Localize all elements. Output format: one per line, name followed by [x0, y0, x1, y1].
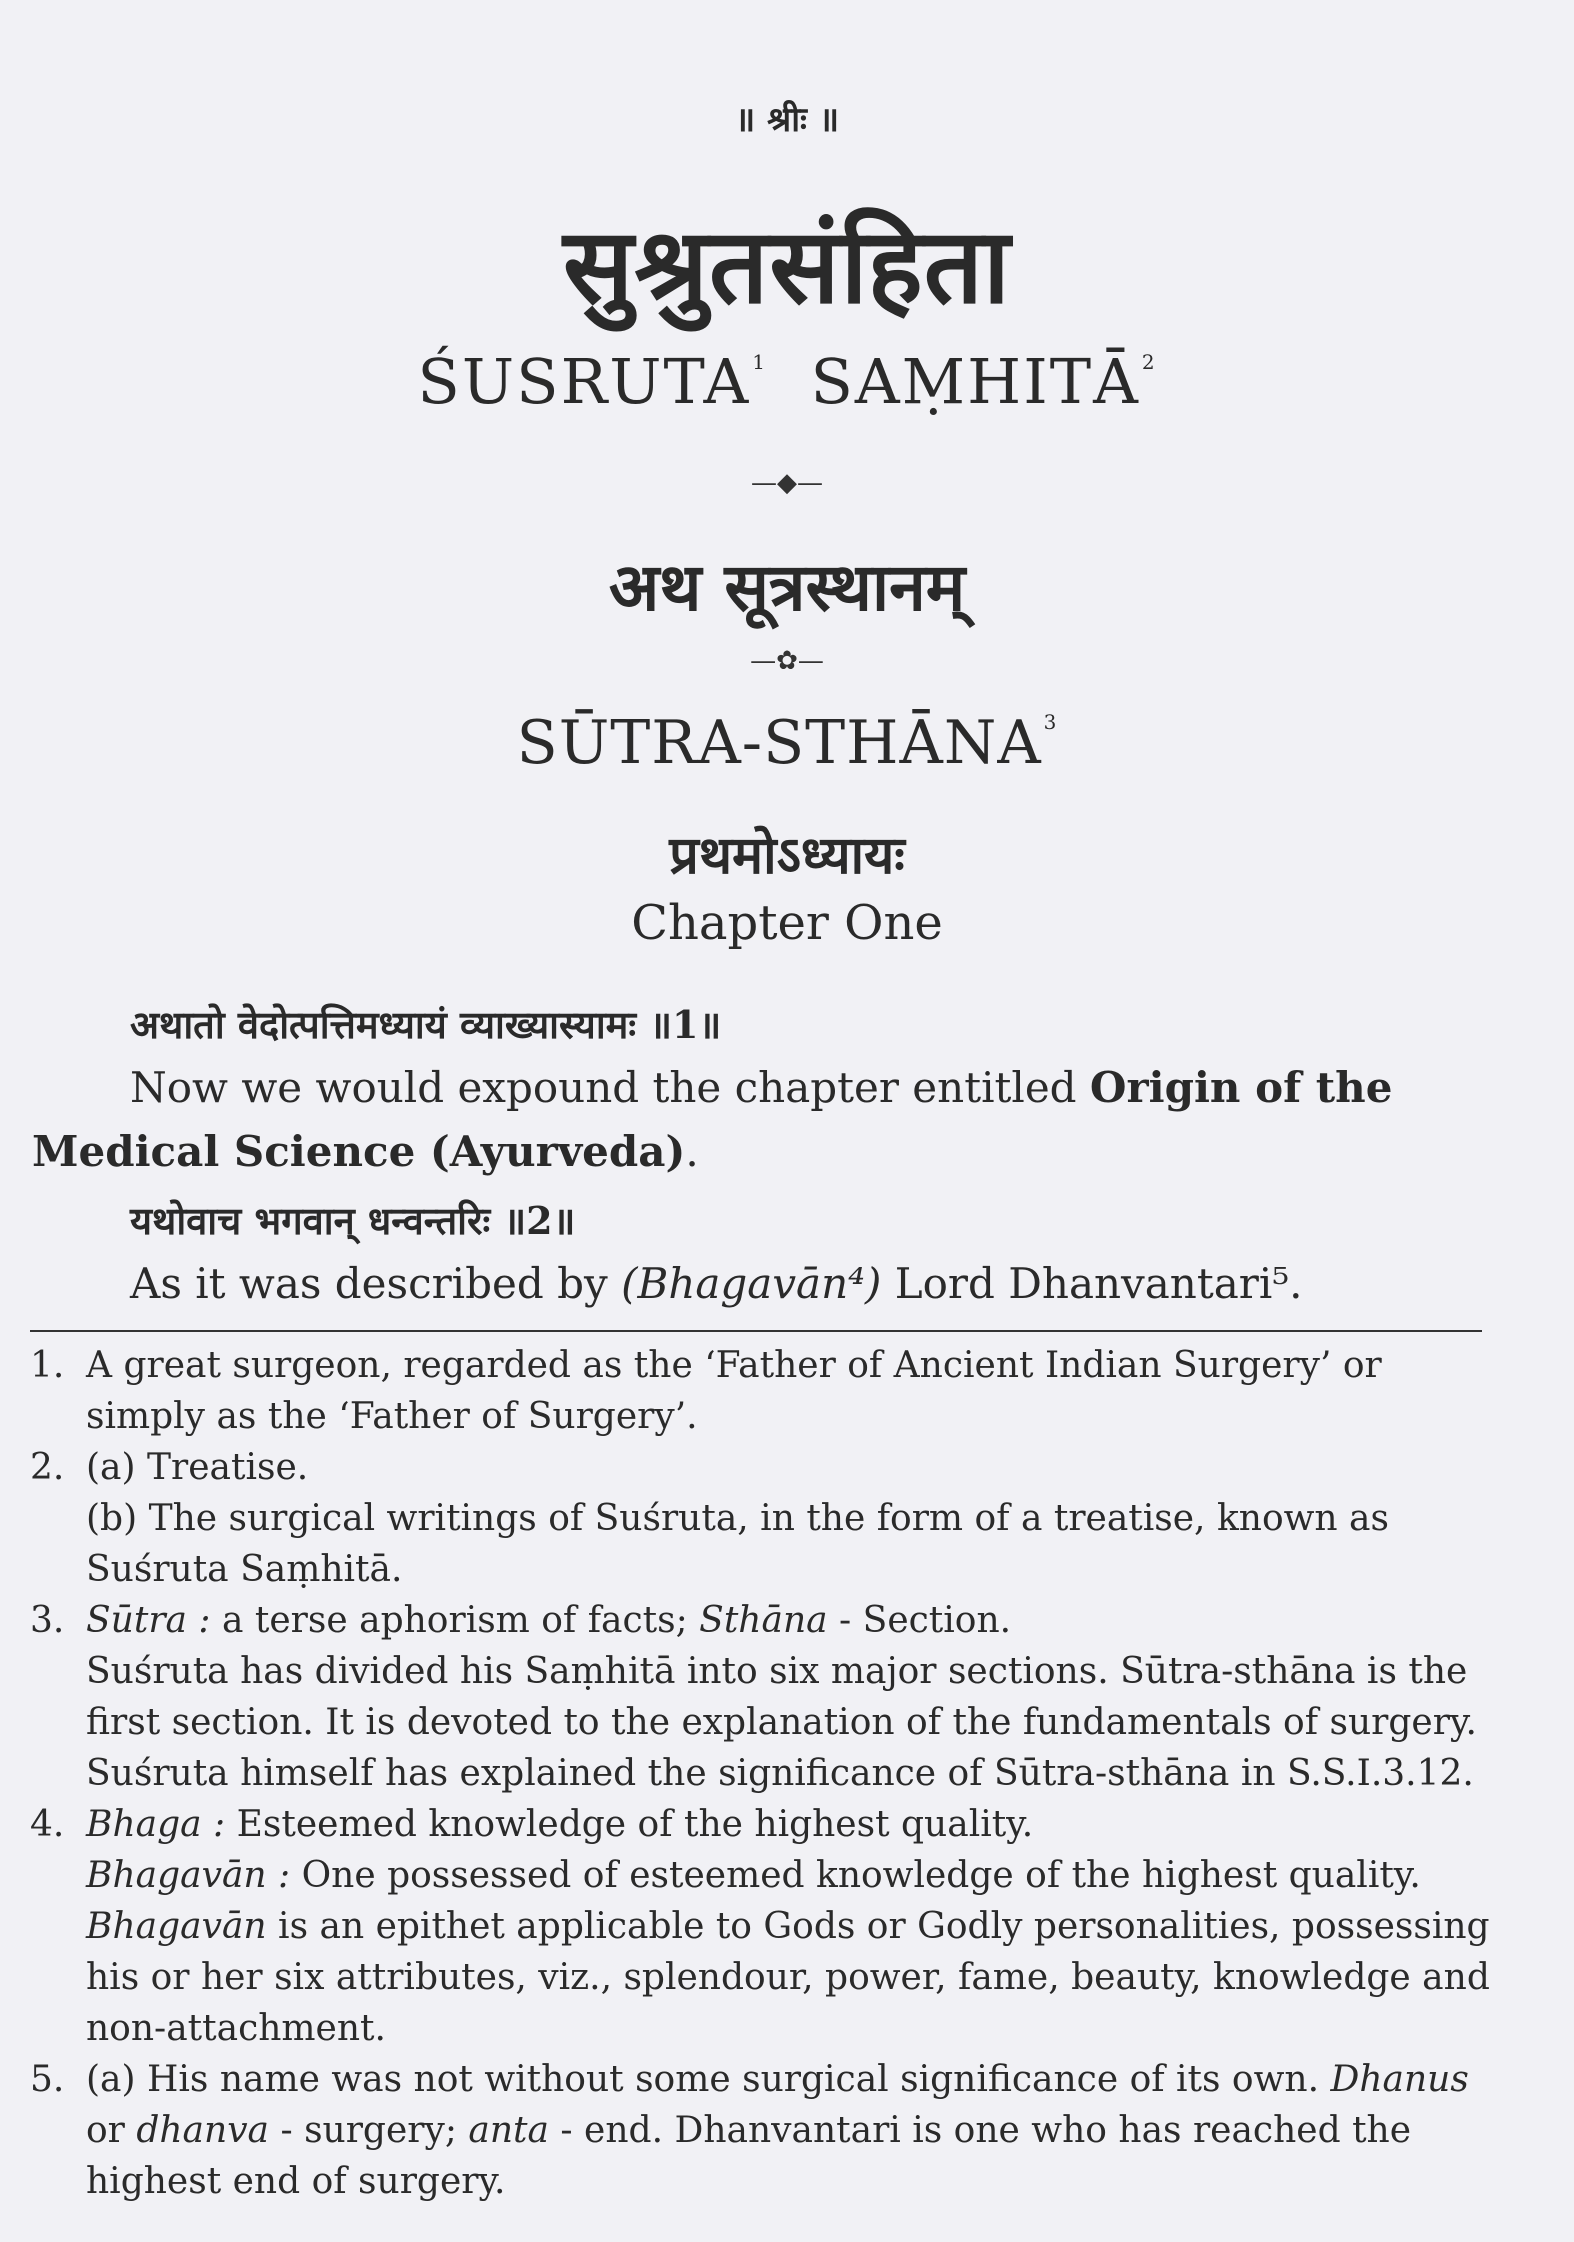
footnote-line — [86, 1901, 1490, 2054]
chapter-name: Origin of the Medical Science (Ayurveda) — [32, 1063, 1393, 1176]
footnote-number: 3. — [30, 1600, 65, 1641]
term: Bhagavān — [86, 1906, 267, 1947]
footnote-line — [86, 1850, 1490, 1901]
footnote-ref-2: 2 — [1141, 350, 1157, 374]
term: Dhanus — [1330, 2059, 1469, 2100]
title-latin-word-2: SAṂHITĀ — [810, 345, 1140, 418]
definition: is an epithet applicable to Gods or Godly personalities, possessing his or her six attributes, viz., splendour, power, fame, beauty, knowledge and non-attachment. — [86, 1906, 1490, 2049]
text: - surgery; — [269, 2110, 469, 2151]
term: Sthāna — [699, 1600, 828, 1641]
definition: - Section. — [827, 1600, 1012, 1641]
footnotes — [30, 1340, 1490, 2207]
verse-2-sanskrit: यथोवाच भगवान् धन्वन्तरिः ॥2॥ — [130, 1198, 576, 1243]
term: Bhagavān : — [86, 1855, 291, 1896]
footnote-ref-3: 3 — [1043, 710, 1058, 734]
term: anta — [468, 2110, 549, 2151]
verse-1-translation — [32, 1056, 1492, 1184]
title-latin — [0, 345, 1574, 418]
footnote-3 — [30, 1595, 1490, 1799]
footnote-body — [86, 1595, 1490, 1799]
footnote-2 — [30, 1442, 1490, 1595]
chapter-latin: Chapter One — [631, 895, 943, 951]
footnote-line — [86, 2054, 1490, 2207]
footnote-body — [86, 2054, 1490, 2207]
section-latin-text: SŪTRA-STHĀNA — [516, 708, 1042, 778]
term: dhanva — [136, 2110, 270, 2151]
footnote-1 — [30, 1340, 1490, 1442]
footnote-divider — [30, 1330, 1482, 1332]
footnote-number: 2. — [30, 1447, 65, 1488]
footnote-number: 4. — [30, 1804, 65, 1845]
footnote-body — [86, 1799, 1490, 2054]
title-devanagari: सुश्रुतसंहिता — [563, 204, 1011, 327]
footnote-number: 5. — [30, 2059, 65, 2100]
footnote-line — [86, 1595, 1490, 1646]
footnote-4 — [30, 1799, 1490, 2054]
term: Bhaga : — [86, 1804, 226, 1845]
verse-2-translation — [130, 1252, 1492, 1316]
footnote-text: A great surgeon, regarded as the ‘Father of Ancient Indian Surgery’ or simply as the ‘Father of Surgery’. — [86, 1345, 1382, 1437]
footnote-line — [86, 1799, 1490, 1850]
text: or — [86, 2110, 137, 2151]
invocation: ॥ श्रीः ॥ — [734, 100, 840, 140]
verse-1-prefix: Now we would expound the chapter entitled — [130, 1063, 1090, 1112]
chapter-devanagari: प्रथमोऽध्यायः — [669, 825, 905, 886]
ornament-divider: —◆— — [751, 468, 823, 498]
title-latin-word-1: ŚUSRUTA — [417, 345, 751, 418]
text: (a) His name was not without some surgical significance of its own. — [86, 2059, 1331, 2100]
footnote-number: 1. — [30, 1345, 65, 1386]
section-latin — [0, 708, 1574, 778]
footnote-line: (a) Treatise. — [86, 1447, 309, 1488]
section-devanagari: अथ सूत्रस्थानम् — [608, 548, 966, 626]
verse-1-sanskrit: अथातो वेदोत्पत्तिमध्यायं व्याख्यास्यामः ॥1॥ — [130, 1002, 722, 1047]
footnote-line: (b) The surgical writings of Suśruta, in the form of a treatise, known as Suśruta Saṃhitā. — [86, 1498, 1389, 1590]
footnote-body — [86, 1442, 1490, 1595]
definition: One possessed of esteemed knowledge of the highest quality. — [290, 1855, 1421, 1896]
verse-2-suffix: Lord Dhanvantari⁵. — [881, 1259, 1303, 1308]
verse-1-suffix: . — [685, 1127, 699, 1176]
term: Sūtra : — [86, 1600, 211, 1641]
bhagavan-term: (Bhagavān⁴) — [621, 1259, 882, 1308]
verse-2-prefix: As it was described by — [130, 1259, 622, 1308]
text: - end. Dhanvantari is one who has reached the highest end of surgery. — [86, 2110, 1412, 2202]
footnote-5 — [30, 2054, 1490, 2207]
footnote-line: Suśruta has divided his Saṃhitā into six major sections. Sūtra-sthāna is the first section. It is devoted to the explanation of the fundamentals of surgery. Suśruta himself has explained the significance of Sūtra-sthāna in S.S.I.3.12. — [86, 1651, 1477, 1794]
ornament-divider-flower: —✿— — [750, 646, 824, 676]
definition: Esteemed knowledge of the highest quality. — [225, 1804, 1034, 1845]
definition: a terse aphorism of facts; — [210, 1600, 700, 1641]
footnote-ref-1: 1 — [752, 350, 768, 374]
